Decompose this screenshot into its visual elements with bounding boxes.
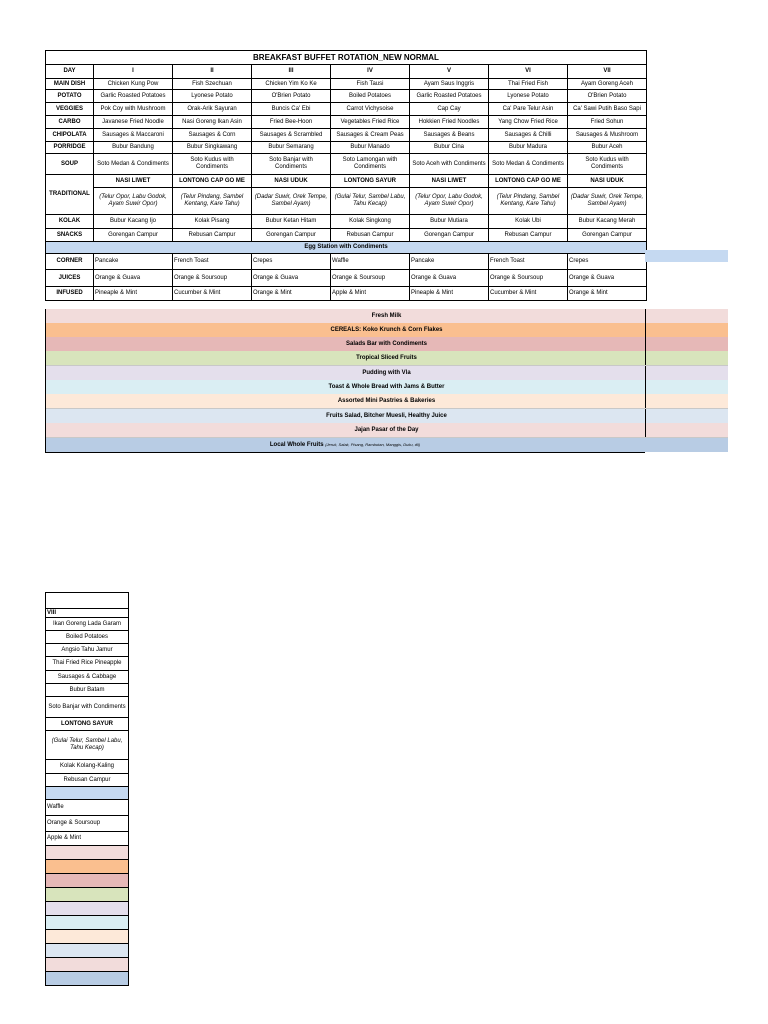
menu-cell: Ca' Pare Telur Asin — [489, 103, 568, 116]
fruit-salad-band — [45, 409, 728, 424]
menu-cell: Bubur Semarang — [252, 142, 331, 154]
salads-band — [45, 337, 728, 352]
menu-cell: Bubur Manado — [331, 142, 410, 154]
table-row — [46, 103, 647, 116]
menu-cell: Buncis Ca' Ebi — [252, 103, 331, 116]
menu-cell: Pineaple & Mint — [410, 287, 489, 301]
traditional-detail: (Gulai Telur, Sambel Labu, Tahu Kecap) — [331, 188, 410, 215]
menu-cell: Bubur Kacang Merah — [568, 215, 647, 229]
menu-cell: Gorengan Campur — [568, 229, 647, 242]
menu-cell: Crepes — [568, 254, 647, 270]
table-row — [46, 215, 647, 229]
day-label: DAY — [46, 65, 94, 79]
row-label: VEGGIES — [46, 103, 94, 116]
menu-cell: Thai Fried Fish — [489, 79, 568, 90]
row-label: JUICES — [46, 270, 94, 287]
menu-cell: Ikan Goreng Lada Garam — [46, 618, 129, 631]
row-label: PORRIDGE — [46, 142, 94, 154]
table-row — [46, 129, 647, 142]
menu-cell: Rebusan Campur — [46, 774, 129, 787]
menu-cell: Kolak Kolang-Kaling — [46, 760, 129, 774]
menu-cell: Orak-Arik Sayuran — [173, 103, 252, 116]
menu-cell: Cucumber & Mint — [489, 287, 568, 301]
menu-cell: Cucumber & Mint — [173, 287, 252, 301]
menu-cell: Bubur Batam — [46, 684, 129, 697]
menu-cell: Garlic Roasted Potatoes — [410, 90, 489, 103]
menu-cell: Fish Tausi — [331, 79, 410, 90]
band-note: (Jeruk, Salak, Pisang, Rambutan, Manggis, Duku, dll) — [325, 442, 421, 447]
menu-cell: Fried Bee-Hoon — [252, 116, 331, 129]
fruits-band — [45, 351, 728, 366]
menu-cell: Gorengan Campur — [252, 229, 331, 242]
row-label: CORNER — [46, 254, 94, 270]
day-header: I — [94, 65, 173, 79]
menu-cell: Vegetables Fried Rice — [331, 116, 410, 129]
toast-band — [45, 380, 728, 395]
menu-cell: Bubur Bandung — [94, 142, 173, 154]
band-label: Salads Bar with Condiments — [345, 341, 427, 347]
day-header: VII — [568, 65, 647, 79]
menu-cell: Angsio Tahu Jamur — [46, 644, 129, 657]
local-fruits-band — [45, 438, 645, 453]
day-header: III — [252, 65, 331, 79]
egg-station-label: Egg Station with Condiments — [46, 242, 647, 254]
menu-cell: Soto Lamongan with Condiments — [331, 154, 410, 175]
menu-cell: Orange & Guava — [94, 270, 173, 287]
menu-cell: Orange & Guava — [410, 270, 489, 287]
row-label: POTATO — [46, 90, 94, 103]
day-header: II — [173, 65, 252, 79]
menu-cell: Ca' Sawi Putih Baso Sapi — [568, 103, 647, 116]
band-label: Fruits Salad, Bitcher Muesli, Healthy Juice — [326, 413, 447, 419]
menu-cell: Ayam Goreng Aceh — [568, 79, 647, 90]
menu-cell: Sausages & Corn — [173, 129, 252, 142]
traditional-detail: (Gulai Telur, Sambel Labu, Tahu Kecap) — [46, 731, 129, 760]
menu-cell: Orange & Mint — [252, 287, 331, 301]
menu-cell: Bubur Mutiara — [410, 215, 489, 229]
menu-cell: Bubur Kacang Ijo — [94, 215, 173, 229]
menu-cell: Lyonese Potato — [489, 90, 568, 103]
menu-cell: Orange & Guava — [252, 270, 331, 287]
pudding-band — [45, 366, 728, 381]
menu-cell: O'Brien Potato — [252, 90, 331, 103]
menu-cell: Soto Kudus with Condiments — [173, 154, 252, 175]
traditional-name: NASI LIWET — [94, 175, 173, 188]
band-label: Jajan Pasar of the Day — [354, 427, 419, 433]
band-label: Assorted Mini Pastries & Bakeries — [337, 398, 436, 404]
row-label: SNACKS — [46, 229, 94, 242]
table-row — [46, 287, 647, 301]
menu-cell: Sausages & Maccaroni — [94, 129, 173, 142]
traditional-name: NASI UDUK — [252, 175, 331, 188]
menu-cell: Apple & Mint — [46, 832, 129, 846]
menu-cell: Sausages & Beans — [410, 129, 489, 142]
traditional-name: LONTONG SAYUR — [331, 175, 410, 188]
menu-cell: Bubur Ketan Hitam — [252, 215, 331, 229]
menu-cell: Orange & Soursoup — [489, 270, 568, 287]
menu-cell: Soto Aceh with Condiments — [410, 154, 489, 175]
band-label: CEREALS: Koko Krunch & Corn Flakes — [330, 327, 443, 333]
menu-cell: Apple & Mint — [331, 287, 410, 301]
menu-cell: Bubur Madura — [489, 142, 568, 154]
row-label: TRADITIONAL — [46, 175, 94, 215]
menu-cell: French Toast — [489, 254, 568, 270]
menu-cell: Kolak Pisang — [173, 215, 252, 229]
fresh-milk-band — [45, 309, 728, 324]
menu-cell: Soto Medan & Condiments — [94, 154, 173, 175]
menu-cell: O'Brien Potato — [568, 90, 647, 103]
menu-cell: Kolak Ubi — [489, 215, 568, 229]
menu-cell: Garlic Roasted Potatoes — [94, 90, 173, 103]
traditional-detail: (Dadar Suwir, Orek Tempe, Sambel Ayam) — [568, 188, 647, 215]
menu-cell: Lyonese Potato — [173, 90, 252, 103]
rotation-table — [45, 50, 647, 301]
menu-cell: Sausages & Cabbage — [46, 671, 129, 684]
traditional-name: LONTONG SAYUR — [46, 718, 129, 731]
menu-cell: Hokkien Fried Noodles — [410, 116, 489, 129]
menu-cell: Soto Banjar with Condiments — [252, 154, 331, 175]
menu-cell: Sausages & Chilli — [489, 129, 568, 142]
menu-cell: Bubur Singkawang — [173, 142, 252, 154]
menu-cell: Cap Cay — [410, 103, 489, 116]
menu-cell: Sausages & Mushroom — [568, 129, 647, 142]
menu-cell: Fish Szechuan — [173, 79, 252, 90]
row-label: INFUSED — [46, 287, 94, 301]
menu-cell: French Toast — [173, 254, 252, 270]
day-header: VIII — [46, 609, 129, 618]
row-label: MAIN DISH — [46, 79, 94, 90]
menu-cell: Kolak Singkong — [331, 215, 410, 229]
table-row — [46, 90, 647, 103]
menu-cell: Rebusan Campur — [489, 229, 568, 242]
menu-cell: Bubur Aceh — [568, 142, 647, 154]
traditional-name: NASI UDUK — [568, 175, 647, 188]
band-label: Local Whole Fruits — [269, 442, 324, 448]
menu-cell: Pineaple & Mint — [94, 287, 173, 301]
menu-cell: Chicken Kung Pow — [94, 79, 173, 90]
table-row — [46, 116, 647, 129]
menu-cell: Orange & Mint — [568, 287, 647, 301]
menu-cell: Javanese Fried Noodle — [94, 116, 173, 129]
menu-cell: Orange & Soursoup — [173, 270, 252, 287]
row-label: SOUP — [46, 154, 94, 175]
menu-cell: Pancake — [410, 254, 489, 270]
menu-cell: Rebusan Campur — [173, 229, 252, 242]
pastries-band — [45, 394, 728, 409]
table-row — [46, 79, 647, 90]
menu-cell: Boiled Potatoes — [331, 90, 410, 103]
row-label: KOLAK — [46, 215, 94, 229]
menu-cell: Bubur Cina — [410, 142, 489, 154]
menu-cell: Sausages & Cream Peas — [331, 129, 410, 142]
table-row — [46, 175, 647, 188]
menu-cell: Yang Chow Fried Rice — [489, 116, 568, 129]
menu-cell: Carrot Vichysoise — [331, 103, 410, 116]
menu-cell: Sausages & Scrambled — [252, 129, 331, 142]
menu-cell: Rebusan Campur — [331, 229, 410, 242]
menu-cell: Pancake — [94, 254, 173, 270]
traditional-name: LONTONG CAP GO ME — [173, 175, 252, 188]
day-header: IV — [331, 65, 410, 79]
menu-cell: Orange & Soursoup — [46, 816, 129, 832]
traditional-detail: (Dadar Suwir, Orek Tempe, Sambel Ayam) — [252, 188, 331, 215]
table-row — [46, 254, 647, 270]
menu-cell: Gorengan Campur — [94, 229, 173, 242]
menu-cell: Chicken Yim Ko Ke — [252, 79, 331, 90]
menu-cell: Ayam Saus Inggris — [410, 79, 489, 90]
band-label: Pudding with Vla — [362, 370, 411, 376]
band-label: Tropical Sliced Fruits — [356, 355, 417, 361]
row-label: CHIPOLATA — [46, 129, 94, 142]
row-label: CARBO — [46, 116, 94, 129]
day-viii-table — [45, 592, 129, 986]
table-row — [46, 229, 647, 242]
menu-cell: Soto Banjar with Condiments — [46, 697, 129, 718]
traditional-detail: (Telur Opor, Labu Godok, Ayam Suwir Opor) — [94, 188, 173, 215]
egg-station-row — [46, 242, 647, 254]
menu-cell: Fried Sohun — [568, 116, 647, 129]
menu-cell: Soto Kudus with Condiments — [568, 154, 647, 175]
menu-cell: Thai Fried Rice Pineapple — [46, 657, 129, 671]
menu-cell: Waffle — [331, 254, 410, 270]
menu-cell: Nasi Goreng Ikan Asin — [173, 116, 252, 129]
menu-cell: Soto Medan & Condiments — [489, 154, 568, 175]
day-header: VI — [489, 65, 568, 79]
table-row — [46, 270, 647, 287]
table-row — [46, 154, 647, 175]
table-row — [46, 188, 647, 215]
menu-cell: Orange & Guava — [568, 270, 647, 287]
traditional-detail: (Telur Pindang, Sambel Kentang, Kare Tahu) — [489, 188, 568, 215]
table-title: BREAKFAST BUFFET ROTATION_NEW NORMAL — [46, 51, 647, 65]
menu-cell: Boiled Potatoes — [46, 631, 129, 644]
band-label: Fresh Milk — [371, 313, 402, 319]
traditional-name: LONTONG CAP GO ME — [489, 175, 568, 188]
menu-cell: Orange & Soursoup — [331, 270, 410, 287]
cereals-band — [45, 323, 728, 338]
menu-cell: Pok Coy with Mushroom — [94, 103, 173, 116]
table-row — [46, 142, 647, 154]
menu-cell: Gorengan Campur — [410, 229, 489, 242]
traditional-detail: (Telur Pindang, Sambel Kentang, Kare Tahu) — [173, 188, 252, 215]
traditional-detail: (Telur Opor, Labu Godok, Ayam Suwir Opor) — [410, 188, 489, 215]
traditional-name: NASI LIWET — [410, 175, 489, 188]
band-label: Toast & Whole Bread with Jams & Butter — [328, 384, 445, 390]
menu-cell: Waffle — [46, 800, 129, 816]
day-header: V — [410, 65, 489, 79]
jajan-pasar-band — [45, 423, 728, 438]
menu-cell: Crepes — [252, 254, 331, 270]
